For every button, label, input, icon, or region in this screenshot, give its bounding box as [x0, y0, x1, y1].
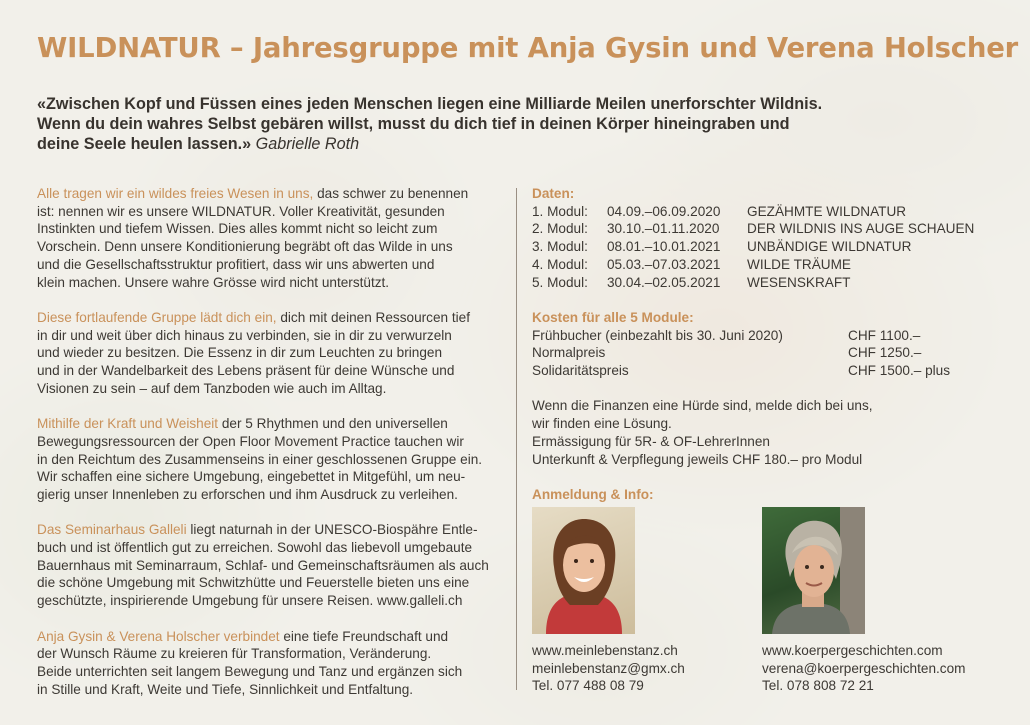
website-link[interactable]: www.meinlebenstanz.ch: [532, 643, 678, 658]
quote-line: «Zwischen Kopf und Füssen eines jeden Menschen liegen eine Milliarde Meilen unerforschter Wildnis.: [37, 95, 823, 113]
description-column: [37, 185, 507, 716]
column-divider: [516, 188, 517, 690]
signup-title: Anmeldung & Info:: [532, 486, 654, 502]
price: CHF 1500.– plus: [848, 363, 951, 379]
contact-verena: [762, 642, 1012, 695]
portrait-verena-illustration: [762, 507, 865, 634]
paragraph-lead: Anja Gysin & Verena Holscher verbindet: [37, 628, 280, 644]
paragraph-seminarhaus: Das Seminarhaus Galleli liegt naturnah in der UNESCO-Biospähre Entle- buch und ist öffentlich gut zu erreichen. Sowohl das liebevoll umgebaute Bauernhaus mit Seminarraum, Schlaf- und Gemeinschaftsräumen als auch die schöne Umgebung mit Schwitzhütte und Feuerstelle bieten uns eine geschützte, inspirierende Umgebung für unsere Reisen. www.galleli.ch: [37, 522, 489, 609]
email-link[interactable]: meinlebenstanz@gmx.ch: [532, 660, 685, 676]
phone-number: Tel. 077 488 08 79: [532, 678, 644, 694]
module-row: 3. Modul: 08.01.–10.01.2021 UNBÄNDIGE WILDNATUR: [532, 239, 912, 255]
page-title: WILDNATUR – Jahresgruppe mit Anja Gysin und Verena Holscher: [37, 32, 1019, 64]
website-link[interactable]: www.koerpergeschichten.com: [762, 643, 943, 658]
note-line: Wenn die Finanzen eine Hürde sind, melde dich bei uns,: [532, 398, 873, 414]
costs-title: Kosten für alle 5 Module:: [532, 309, 694, 325]
cost-row: Normalpreis CHF 1250.–: [532, 345, 922, 361]
price: CHF 1100.–: [848, 327, 921, 343]
intro-quote: [37, 94, 917, 154]
quote-line: Wenn du dein wahres Selbst gebären willst, musst du dich tief in deinen Körper hineingraben und: [37, 115, 790, 133]
paragraph-wildnatur: Alle tragen wir ein wildes freies Wesen in uns, das schwer zu benennen ist: nennen wir es unsere WILDNATUR. Voller Kreativität, gesunden Instinkten und tiefem Wissen. Dies alles kommt nicht so leicht zum Vorschein. Denn unsere Konditionierung begräbt oft das Wilde in uns und die Gesellschaftsstruktur profitiert, dass wir uns abwerten und klein machen. Unsere wahre Grösse wird nicht unterstützt.: [37, 186, 469, 290]
module-row: 5. Modul: 30.04.–02.05.2021 WESENSKRAFT: [532, 274, 851, 290]
info-column: [532, 185, 1012, 504]
note-line: Unterkunft & Verpflegung jeweils CHF 180.– pro Modul: [532, 451, 863, 467]
portrait-verena-photo: [762, 507, 865, 634]
paragraph-lead: Das Seminarhaus Galleli: [37, 522, 187, 538]
module-row: 1. Modul: 04.09.–06.09.2020 GEZÄHMTE WILDNATUR: [532, 203, 907, 219]
portrait-anja-photo: [532, 507, 635, 634]
module-row: 2. Modul: 30.10.–01.11.2020 DER WILDNIS INS AUGE SCHAUEN: [532, 221, 975, 237]
paragraph-leitung: Anja Gysin & Verena Holscher verbindet eine tiefe Freundschaft und der Wunsch Räume zu kreieren für Transformation, Veränderung. Beide unterrichten seit langem Bewegung und Tanz und ergänzen sich in Stille und Kraft, Weite und Tiefe, Sinnlichkeit und Entfaltung.: [37, 628, 463, 697]
note-line: Ermässigung für 5R- & OF-LehrerInnen: [532, 433, 770, 449]
price: CHF 1250.–: [848, 345, 922, 361]
cost-row: Solidaritätspreis CHF 1500.– plus: [532, 363, 951, 379]
contact-anja: [532, 642, 782, 695]
quote-author: Gabrielle Roth: [255, 135, 360, 153]
paragraph-lead: Alle tragen wir ein wildes freies Wesen in uns,: [37, 186, 314, 201]
phone-number: Tel. 078 808 72 21: [762, 678, 874, 694]
cost-row: Frühbucher (einbezahlt bis 30. Juni 2020) CHF 1100.–: [532, 327, 921, 343]
dates-title: Daten:: [532, 186, 575, 201]
email-link[interactable]: verena@koerpergeschichten.com: [762, 660, 966, 676]
quote-line: deine Seele heulen lassen.» Gabrielle Roth: [37, 135, 360, 153]
paragraph-rhythmen: Mithilfe der Kraft und Weisheit der 5 Rhythmen und den universellen Bewegungsressourcen der Open Floor Movement Practice tauchen wir in den Reichtum des Zusammenseins in einer geschlossenen Gruppe ein. Wir schaffen eine sichere Umgebung, eingebettet in Mitgefühl, um neu- gierig unser Innenleben zu erforschen und ihm Ausdruck zu verleihen.: [37, 416, 483, 502]
paragraph-lead: Mithilfe der Kraft und Weisheit: [37, 416, 219, 432]
paragraph-gruppe: Diese fortlaufende Gruppe lädt dich ein, dich mit deinen Ressourcen tief in dir und weit über dich hinaus zu verbinden, sie in dir zu verwurzeln und wieder zu besitzen. Die Essenz in dir zum Leuchten zu bringen und in der Wandelbarkeit des Lebens präsent für deine Wünsche und Visionen zu sein – auf dem Tanzboden wie auch im Alltag.: [37, 309, 470, 396]
paragraph-lead: Diese fortlaufende Gruppe lädt dich ein,: [37, 309, 277, 325]
note-line: wir finden eine Lösung.: [532, 416, 672, 432]
portrait-anja-illustration: [532, 507, 635, 634]
module-row: 4. Modul: 05.03.–07.03.2021 WILDE TRÄUME: [532, 256, 851, 272]
